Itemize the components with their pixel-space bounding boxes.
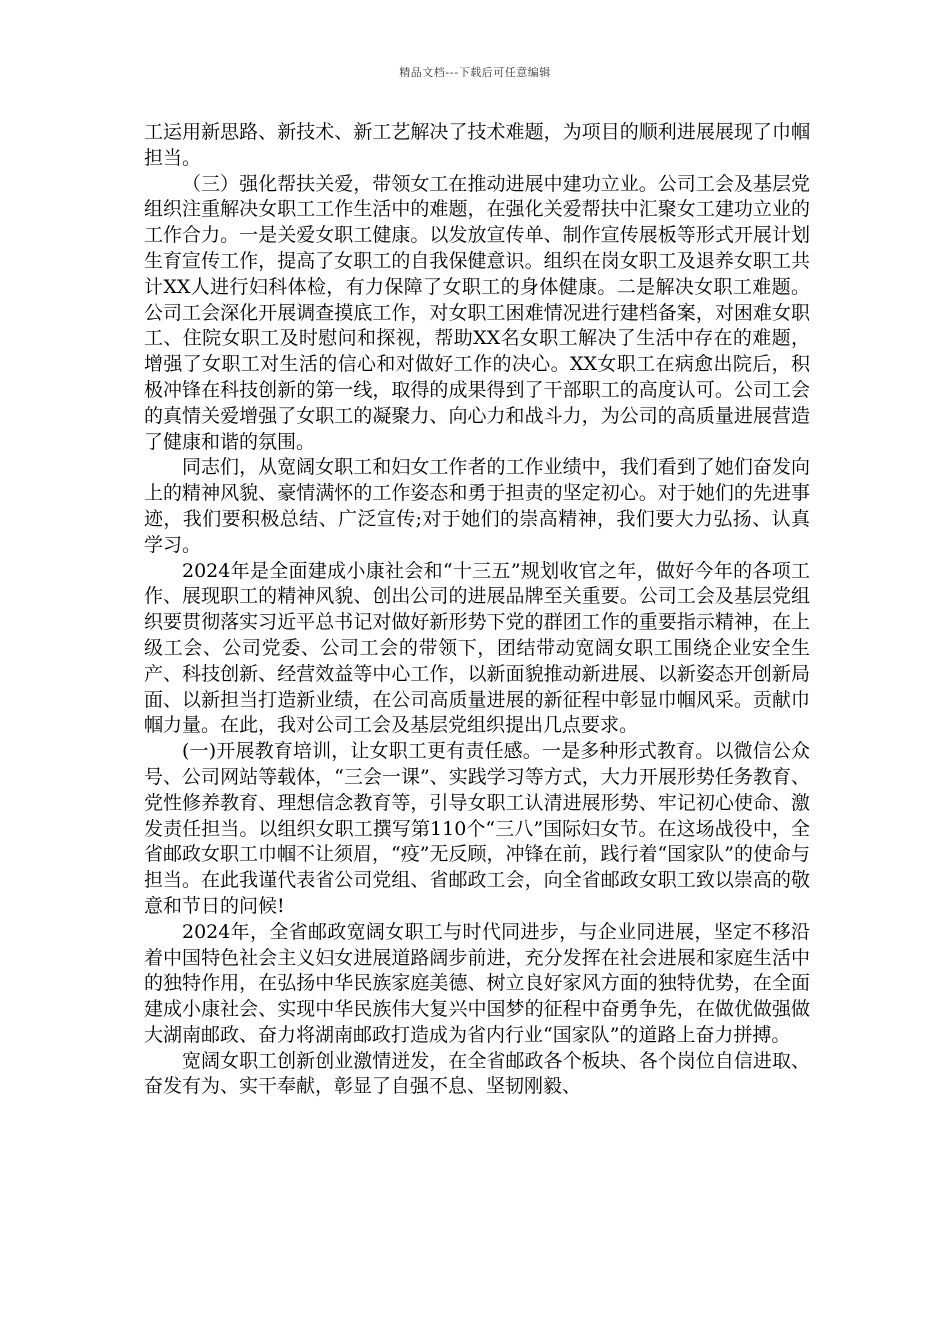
document-body (144, 120, 810, 1100)
paragraph: 工运用新思路、新技术、新工艺解决了技术难题，为项目的顺利进展展现了巾帼担当。 (144, 121, 810, 169)
page-header: 精品文档---下载后可任意编辑 (399, 66, 551, 79)
paragraph: （三）强化帮扶关爱，带领女工在推动进展中建功立业。公司工会及基层党组织注重解决女职工工作生活中的难题，在强化关爱帮扶中汇聚女工建功立业的工作合力。一是关爱女职工健康。以发放宣传单、制作宣传展板等形式开展计划生育宣传工作，提高了女职工的自我保健意识。组织在岗女职工及退养女职工共计XX人进行妇科体检，有力保障了女职工的身体健康。二是解决女职工难题。公司工会深化开展调查摸底工作，对女职工困难情况进行建档备案，对困难女职工、住院女职工及时慰问和探视，帮助XX名女职工解决了生活中存在的难题，增强了女职工对生活的信心和对做好工作的决心。XX女职工在病愈出院后，积极冲锋在科技创新的第一线，取得的成果得到了干部职工的高度认可。公司工会的真情关爱增强了女职工的凝聚力、向心力和战斗力，为公司的高质量进展营造了健康和谐的氛围。 (144, 172, 810, 453)
paragraph: 2024年是全面建成小康社会和“十三五”规划收官之年，做好今年的各项工作、展现职工的精神风貌、创出公司的进展品牌至关重要。公司工会及基层党组织要贯彻落实习近平总书记对做好新形势下党的群团工作的重要指示精神，在上级工会、公司党委、公司工会的带领下，团结带动宽阔女职工围绕企业安全生产、科技创新、经营效益等中心工作，以新面貌推动新进展、以新姿态开创新局面、以新担当打造新业绩，在公司高质量进展的新征程中彰显巾帼风采。贡献巾帼力量。在此，我对公司工会及基层党组织提出几点要求。 (144, 559, 810, 737)
paragraph: 宽阔女职工创新创业激情迸发，在全省邮政各个板块、各个岗位自信进取、奋发有为、实干奉献，彰显了自强不息、坚韧刚毅、 (144, 1049, 810, 1098)
paragraph: 同志们，从宽阔女职工和妇女工作者的工作业绩中，我们看到了她们奋发向上的精神风貌、豪情满怀的工作姿态和勇于担责的坚定初心。对于她们的先进事迹，我们要积极总结、广泛宣传;对于她们的崇高精神，我们要大力弘扬、认真学习。 (144, 456, 810, 556)
paragraph: 2024年，全省邮政宽阔女职工与时代同进步，与企业同进展，坚定不移沿着中国特色社会主义妇女进展道路阔步前进，充分发挥在社会进展和家庭生活中的独特作用，在弘扬中华民族家庭美德、树立良好家风方面的独特优势，在全面建成小康社会、实现中华民族伟大复兴中国梦的征程中奋勇争先，在做优做强做大湖南邮政、奋力将湖南邮政打造成为省内行业“国家队”的道路上奋力拼搏。 (144, 920, 810, 1046)
paragraph: (一)开展教育培训，让女职工更有责任感。一是多种形式教育。以微信公众号、公司网站等载体，“三会一课”、实践学习等方式，大力开展形势任务教育、党性修养教育、理想信念教育等，引导女职工认清进展形势、牢记初心使命、激发责任担当。以组织女职工撰写第110个“三八”国际妇女节。在这场战役中，全省邮政女职工巾帼不让须眉，“疫”无反顾，冲锋在前，践行着“国家队”的使命与担当。在此我谨代表省公司党组、省邮政工会，向全省邮政女职工致以崇高的敬意和节日的问候! (144, 740, 810, 917)
